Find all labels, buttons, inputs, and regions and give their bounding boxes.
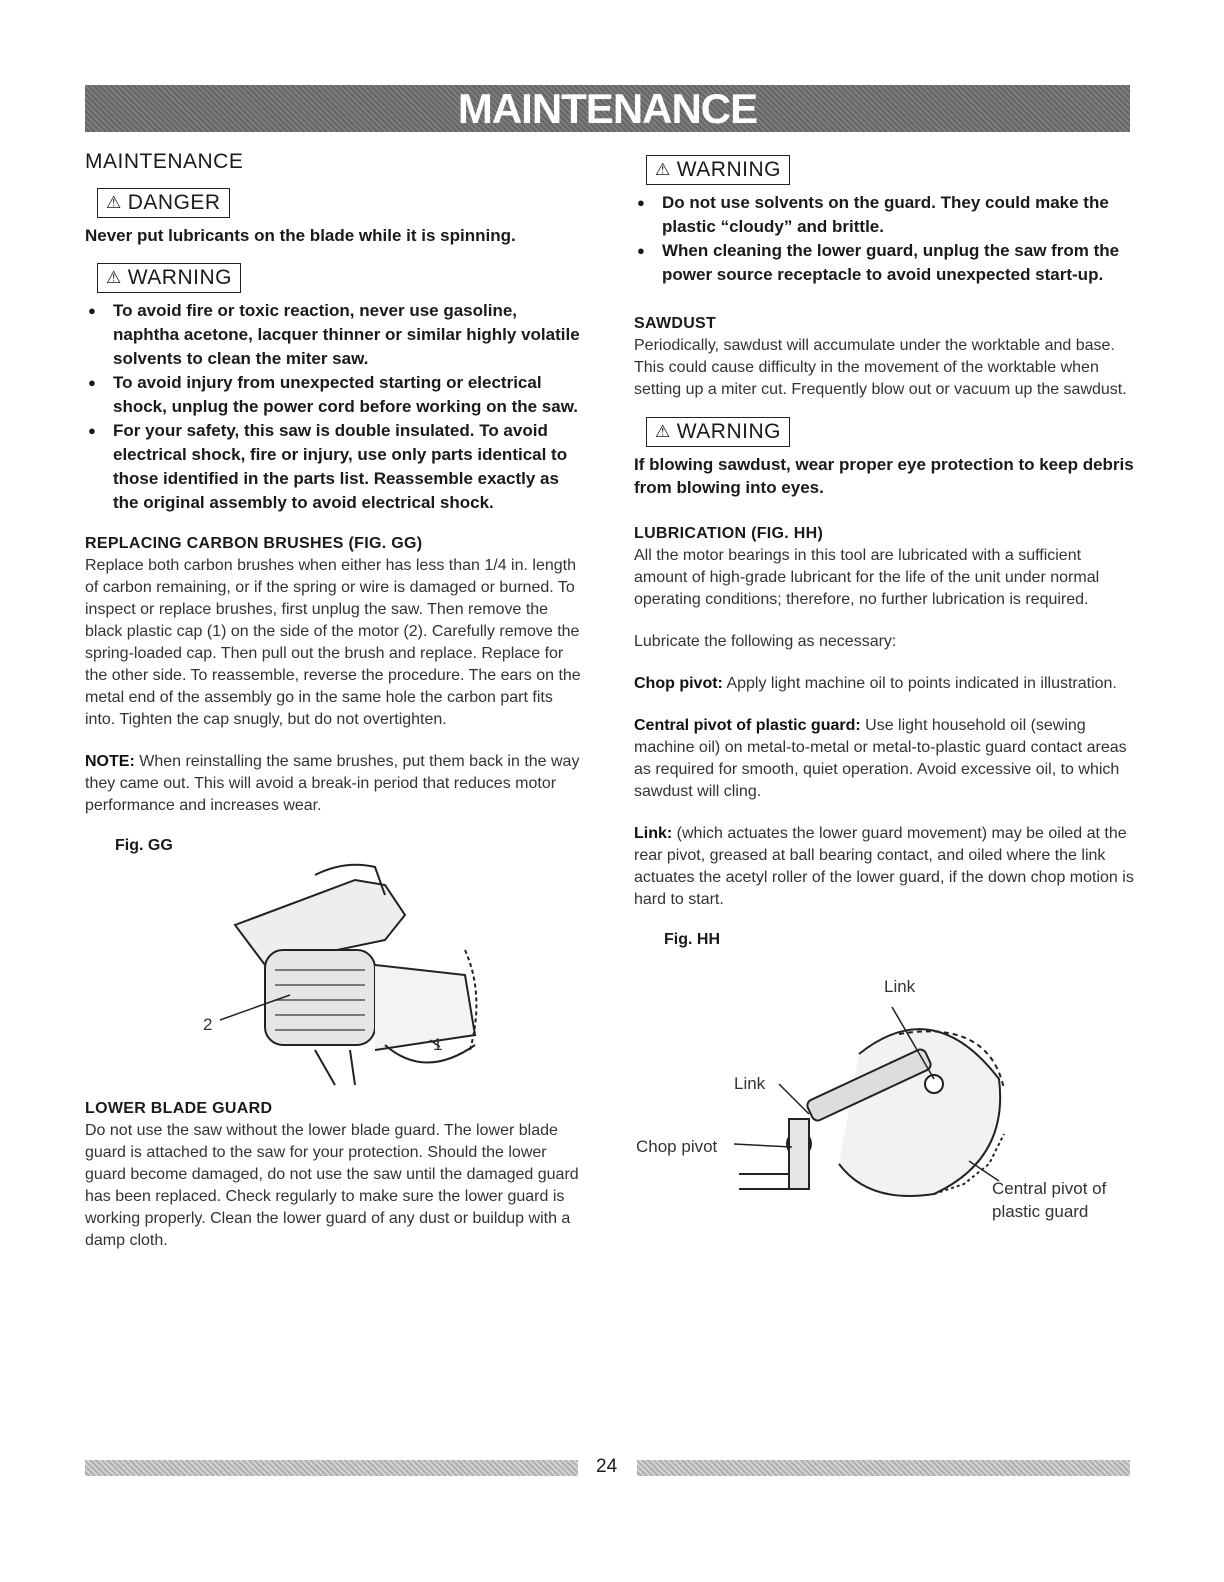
fig-hh <box>634 949 1134 1249</box>
left-column <box>85 150 585 1252</box>
footer-bar-right <box>637 1460 1130 1476</box>
bullet-icon: ● <box>88 303 96 318</box>
central-pivot-label: Central pivot of plastic guard: <box>634 717 861 734</box>
lubrication-text: All the motor bearings in this tool are lubricated with a sufficient amount of high-grade lubricant for the life of the unit under normal operating conditions; therefore, no further lubrication is required. <box>634 547 1100 608</box>
central-pivot-paragraph: Central pivot of plastic guard: Use light household oil (sewing machine oil) on metal-to-metal or metal-to-plastic guard contact areas as required for smooth, quiet operation. Avoid excessive oil, to which sawdust will cling. <box>634 717 1127 800</box>
fig-hh-central-pivot-label-2: plastic guard <box>992 1202 1089 1221</box>
brushes-text: Replace both carbon brushes when either has less than 1/4 in. length of carbon remaining, or if the spring or wire is damaged or burned. To inspect or replace brushes, first unplug the saw. Then remove the black plastic cap (1) on the side of the motor (2). Carefully remove the spring-loaded cap. Then pull out the brush and replace. Replace for the other side. To reassemble, reverse the procedure. The ears on the metal end of the assembly go in the same hole the carbon part fits into. Tighten the cap snugly, but do not overtighten. <box>85 557 581 728</box>
footer-bar-left <box>85 1460 578 1476</box>
lower-guard-heading: LOWER BLADE GUARD <box>85 1100 273 1117</box>
warning-item: ● When cleaning the lower guard, unplug the saw from the power source receptacle to avoid unexpected start-up. <box>637 241 1120 284</box>
lower-guard-text: Do not use the saw without the lower blade guard. The lower blade guard is attached to the saw for your protection. Should the lower guard become damaged, do not use the saw until the damaged guard has been replaced. Check regularly to make sure the lower guard is working properly. Clean the lower guard of any dust or buildup with a damp cloth. <box>85 1122 579 1249</box>
fig-hh-central-pivot-label-1: Central pivot of <box>992 1179 1107 1198</box>
fig-gg-caption: Fig. GG <box>115 837 173 854</box>
note-paragraph <box>85 751 585 817</box>
right-column <box>634 155 1134 1249</box>
brushes-heading: REPLACING CARBON BRUSHES (FIG. GG) <box>85 535 423 552</box>
warning-triangle-icon: ⚠ <box>106 268 122 287</box>
note-text: When reinstalling the same brushes, put them back in the way they came out. This will avoid a break-in period that reduces motor performance and increases wear. <box>85 753 580 814</box>
page-number: 24 <box>596 1456 618 1477</box>
warning-label-text: WARNING <box>676 420 781 443</box>
lubrication-intro: Lubricate the following as necessary: <box>634 633 897 650</box>
fig-hh-link-label: Link <box>734 1074 766 1093</box>
warning-triangle-icon: ⚠ <box>106 193 122 212</box>
fig-gg <box>85 855 585 1090</box>
warning-label <box>646 417 790 447</box>
warning-label <box>646 155 790 185</box>
warning-item: ● For your safety, this saw is double insulated. To avoid electrical shock, fire or injury, use only parts identical to those identified in the parts list. Reassemble exactly as the original assembly to avoid electrical shock. <box>88 421 568 512</box>
danger-text: Never put lubricants on the blade while it is spinning. <box>85 226 516 245</box>
warning-item: ● Do not use solvents on the guard. They could make the plastic “cloudy” and brittle. <box>637 193 1109 236</box>
page-banner <box>85 85 1130 132</box>
danger-label-text: DANGER <box>127 191 221 214</box>
miter-saw-motor-illustration <box>85 855 585 1090</box>
chop-pivot-label: Chop pivot: <box>634 675 723 692</box>
warning-label-text: WARNING <box>127 266 232 289</box>
sawdust-warning-text: If blowing sawdust, wear proper eye protection to keep debris from blowing into eyes. <box>634 455 1134 497</box>
bullet-icon: ● <box>88 423 96 438</box>
warning-item: ● To avoid injury from unexpected starting or electrical shock, unplug the power cord before working on the saw. <box>88 373 579 416</box>
fig-hh-link-top-label: Link <box>884 977 916 996</box>
warning-label <box>97 263 241 293</box>
section-heading: MAINTENANCE <box>85 150 244 173</box>
bullet-icon: ● <box>637 243 645 258</box>
guard-warning-list <box>634 191 1134 287</box>
lubrication-heading: LUBRICATION (FIG. HH) <box>634 525 824 542</box>
fig-hh-chop-pivot-label: Chop pivot <box>636 1137 718 1156</box>
sawdust-heading: SAWDUST <box>634 315 717 332</box>
bullet-icon: ● <box>637 195 645 210</box>
bullet-icon: ● <box>88 375 96 390</box>
warning-triangle-icon: ⚠ <box>655 422 671 441</box>
warning-label-text: WARNING <box>676 158 781 181</box>
chop-pivot-paragraph: Chop pivot: Apply light machine oil to points indicated in illustration. <box>634 675 1117 692</box>
link-label: Link: <box>634 825 673 842</box>
warning-item: ● To avoid fire or toxic reaction, never use gasoline, naphtha acetone, lacquer thinner or similar highly volatile solvents to clean the miter saw. <box>88 301 580 368</box>
fig-gg-callout-2: 2 <box>203 1015 213 1034</box>
fig-hh-caption: Fig. HH <box>664 931 720 948</box>
fig-gg-callout-1: 1 <box>433 1035 443 1054</box>
note-label: NOTE: <box>85 753 135 770</box>
sawdust-text: Periodically, sawdust will accumulate under the worktable and base. This could cause difficulty in the movement of the worktable when setting up a miter cut. Frequently blow out or vacuum up the sawdust. <box>634 337 1127 398</box>
warning-triangle-icon: ⚠ <box>655 160 671 179</box>
link-paragraph: Link: (which actuates the lower guard movement) may be oiled at the rear pivot, greased at ball bearing contact, and oiled where the link actuates the acetyl roller of the lower guard, if the down chop motion is hard to start. <box>634 825 1134 908</box>
warning-list <box>85 299 585 515</box>
danger-label <box>97 188 230 218</box>
banner-title: MAINTENANCE <box>457 84 758 132</box>
